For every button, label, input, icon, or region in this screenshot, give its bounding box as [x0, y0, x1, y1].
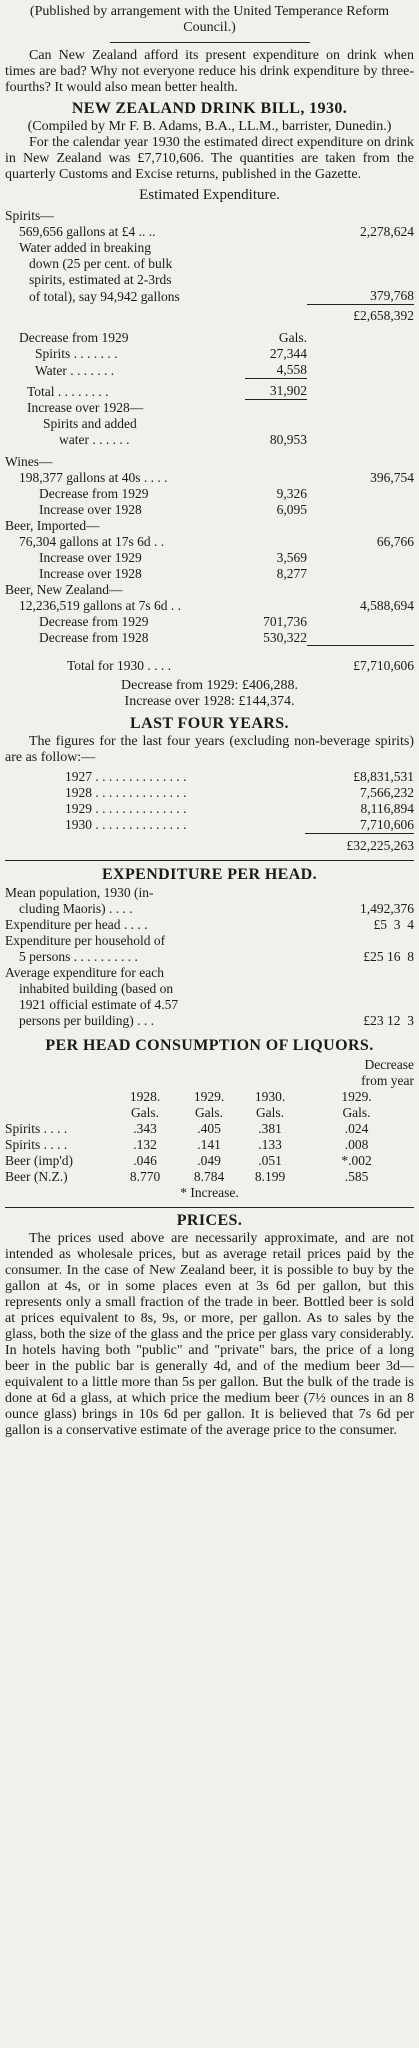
year-header: 1929.: [341, 1088, 372, 1104]
cell: 8.770: [129, 1168, 161, 1184]
cell: .132: [133, 1136, 157, 1152]
row-label: Spirits . . . .: [5, 1136, 68, 1152]
per-household-label: Expenditure per household of: [5, 932, 166, 948]
spirits-subtotal: £2,658,392: [307, 305, 414, 325]
per-building-label: Average expenditure for each: [5, 964, 165, 980]
decrease-header: Decrease: [364, 1056, 414, 1072]
year-header: 1928.: [129, 1088, 161, 1104]
beer-nz-dec29-label: Decrease from 1929: [39, 613, 149, 629]
table-row: [5, 1137, 414, 1153]
year-header: 1929.: [193, 1088, 225, 1104]
increase-total: Increase over 1928: £144,374.: [124, 693, 295, 709]
expenditure-per-head-table: [5, 885, 414, 1029]
amount-1928: 7,566,232: [360, 784, 414, 800]
cell: *.002: [341, 1152, 372, 1168]
spirits-amount: 2,278,624: [360, 224, 414, 239]
water-line: down (25 per cent. of bulk: [29, 256, 173, 271]
total-1930-label: Total for 1930 . . . .: [67, 657, 172, 673]
dec-water-label: Water . . . . . . .: [35, 362, 115, 378]
dec-total-label: Total . . . . . . . .: [27, 383, 109, 399]
beer-nz-amount: 4,588,694: [360, 597, 414, 613]
intro-note: (Published by arrangement with the United Temperance Reform Council.): [29, 4, 390, 35]
cell: .405: [197, 1120, 221, 1136]
decrease-header: from year: [361, 1072, 414, 1088]
per-head-label: Expenditure per head . . . .: [5, 916, 148, 932]
water-line: spirits, estimated at 2-3rds: [29, 272, 172, 287]
beer-nz-dec29-value: 701,736: [263, 613, 307, 629]
unit-header: Gals.: [255, 1104, 285, 1120]
dec-spirits-value: 27,344: [269, 346, 307, 361]
total-1930-value: £7,710,606: [307, 646, 414, 674]
amount-1930: 7,710,606: [305, 817, 414, 834]
beer-imp-inc28-label: Increase over 1928: [39, 565, 142, 581]
beer-nz-dec28-value: 530,322: [263, 629, 307, 645]
dec-spirits-label: Spirits . . . . . . .: [35, 346, 118, 361]
water-amount: 379,768: [370, 288, 414, 303]
increase-footnote: * Increase.: [180, 1184, 239, 1200]
main-title: NEW ZEALAND DRINK BILL, 1930.: [71, 100, 348, 117]
inc-water-label: water . . . . . .: [59, 431, 130, 447]
cell: .133: [258, 1136, 282, 1152]
row-label: Beer (N.Z.): [5, 1168, 68, 1184]
cell: .381: [258, 1120, 282, 1136]
population-label: cluding Maoris) . . . .: [19, 900, 133, 916]
per-head-value: £5 3 4: [373, 916, 414, 932]
year-header: 1930.: [254, 1088, 286, 1104]
water-line: Water added in breaking: [19, 240, 151, 255]
unit-header: Gals.: [194, 1104, 224, 1120]
beer-nz-dec28-label: Decrease from 1928: [39, 629, 149, 645]
row-label: Beer (imp'd): [5, 1152, 74, 1168]
unit-header: Gals.: [130, 1104, 160, 1120]
compiled-by: (Compiled by Mr F. B. Adams, B.A., LL.M., barrister, Dunedin.): [27, 119, 392, 134]
beer-imported-amount: 66,766: [376, 533, 414, 549]
year-1930: 1930 . . . . . . . . . . . . . .: [65, 817, 187, 832]
gals-header: Gals.: [278, 330, 307, 345]
amount-1929: 8,116,894: [360, 800, 414, 816]
divider: [5, 860, 414, 861]
beer-imp-inc29-label: Increase over 1929: [39, 549, 142, 565]
lead-paragraph: Can New Zealand afford its present expenditure on drink when times are bad? Why not everyone reduce his drink expenditure by three-fourths? It would also mean better health.: [5, 48, 414, 95]
spirits-label: Spirits—: [5, 208, 54, 223]
per-building-value: £23 12 3: [363, 1012, 414, 1028]
cell: .585: [344, 1168, 369, 1184]
estimated-expenditure-heading: Estimated Expenditure.: [139, 187, 280, 203]
cell: 8.199: [254, 1168, 286, 1184]
wines-inc-value: 6,095: [276, 501, 307, 517]
year-1929: 1929 . . . . . . . . . . . . . .: [65, 800, 187, 816]
intro-paragraph: For the calendar year 1930 the estimated direct expenditure on drink in New Zealand was £7,710,606. The quantities are taken from the quarterly Customs and Excise returns, published in the Gazette.: [5, 135, 414, 182]
cell: .049: [197, 1152, 221, 1168]
prices-heading: PRICES.: [176, 1211, 243, 1229]
consumption-heading: PER HEAD CONSUMPTION OF LIQUORS.: [45, 1036, 374, 1054]
wines-inc-label: Increase over 1928: [39, 501, 142, 517]
prices-paragraph: The prices used above are necessarily approximate, and are not intended as wholesale prices, but as average retail prices paid by the consumer. In the case of New Zealand beer, it is possible to buy by the gallon at 4s, or in some places even at 3s 6d per gallon, but this represents only a small fraction of the trade in beer. Bottled beer is sold at prices equivalent to 8s, 9s, or more, per gallon. As to sales by the glass, both the size of the glass and the price per glass vary considerably. In hotels having both "public" and "private" bars, the price of a long beer in the public bar is generally 4d, and of the medium beer 3d—equivalent to a little more than 5s per gallon. But the bulk of the trade is done at 6d a glass, at which price the medium beer (7½ ounces in an 8 ounce glass) brings in 10s 6d per gallon. It is believed that 7s 6d per gallon is a conservative estimate of the average price to the consumer.: [5, 1230, 414, 1438]
estimated-expenditure-table: [5, 208, 414, 674]
population-value: 1,492,376: [360, 900, 414, 916]
water-line: of total), say 94,942 gallons: [29, 288, 180, 304]
wines-line: 198,377 gallons at 40s . . . .: [19, 469, 168, 485]
wines-label: Wines—: [5, 453, 53, 469]
unit-header: Gals.: [342, 1104, 371, 1120]
decrease-1929-label: Decrease from 1929: [19, 330, 129, 345]
dec-water-value: 4,558: [245, 362, 307, 379]
table-row: [5, 1169, 414, 1185]
last-four-years-table: [5, 769, 414, 854]
spirits-line: 569,656 gallons at £4 .. ..: [19, 224, 156, 239]
beer-imp-inc28-value: 8,277: [276, 565, 307, 581]
cell: .024: [344, 1120, 369, 1136]
per-household-value: £25 16 8: [363, 948, 414, 964]
wines-dec-label: Decrease from 1929: [39, 485, 149, 501]
increase-1928-label: Increase over 1928—: [27, 399, 144, 415]
divider: [5, 1207, 414, 1208]
row-label: Spirits . . . .: [5, 1120, 68, 1136]
per-building-label: inhabited building (based on: [19, 980, 174, 996]
cell: .051: [258, 1152, 282, 1168]
beer-imp-inc29-value: 3,569: [276, 549, 307, 565]
last-four-years-paragraph: The figures for the last four years (excluding non-beverage spirits) are as follow:—: [5, 733, 414, 765]
wines-dec-value: 9,326: [276, 485, 307, 501]
cell: .008: [344, 1136, 369, 1152]
population-label: Mean population, 1930 (in-: [5, 884, 154, 900]
last-four-years-heading: LAST FOUR YEARS.: [130, 714, 289, 732]
beer-nz-label: Beer, New Zealand—: [5, 581, 123, 597]
per-household-label: 5 persons . . . . . . . . . .: [19, 948, 138, 964]
per-building-label: persons per building) . . .: [19, 1012, 154, 1028]
cell: .343: [133, 1120, 157, 1136]
inc-spirits-label: Spirits and added: [43, 415, 137, 431]
beer-imported-line: 76,304 gallons at 17s 6d . .: [19, 533, 165, 549]
amount-1927: £8,831,531: [353, 768, 414, 784]
beer-nz-line: 12,236,519 gallons at 7s 6d . .: [19, 597, 181, 613]
cell: .141: [197, 1136, 221, 1152]
per-building-label: 1921 official estimate of 4.57: [19, 996, 179, 1012]
four-year-total: £32,225,263: [346, 837, 414, 853]
year-1927: 1927 . . . . . . . . . . . . . .: [65, 768, 187, 784]
table-row: [5, 1121, 414, 1137]
consumption-table: [5, 1057, 414, 1185]
inc-water-value: 80,953: [269, 431, 307, 447]
wines-amount: 396,754: [370, 469, 414, 485]
decrease-total: Decrease from 1929: £406,288.: [121, 677, 298, 693]
table-row: [5, 1153, 414, 1169]
year-1928: 1928 . . . . . . . . . . . . . .: [65, 784, 187, 800]
divider: [110, 42, 310, 43]
beer-imported-label: Beer, Imported—: [5, 517, 100, 533]
dec-total-value: 31,902: [245, 379, 307, 400]
cell: 8.784: [193, 1168, 225, 1184]
expenditure-per-head-heading: EXPENDITURE PER HEAD.: [101, 865, 318, 883]
cell: .046: [133, 1152, 157, 1168]
